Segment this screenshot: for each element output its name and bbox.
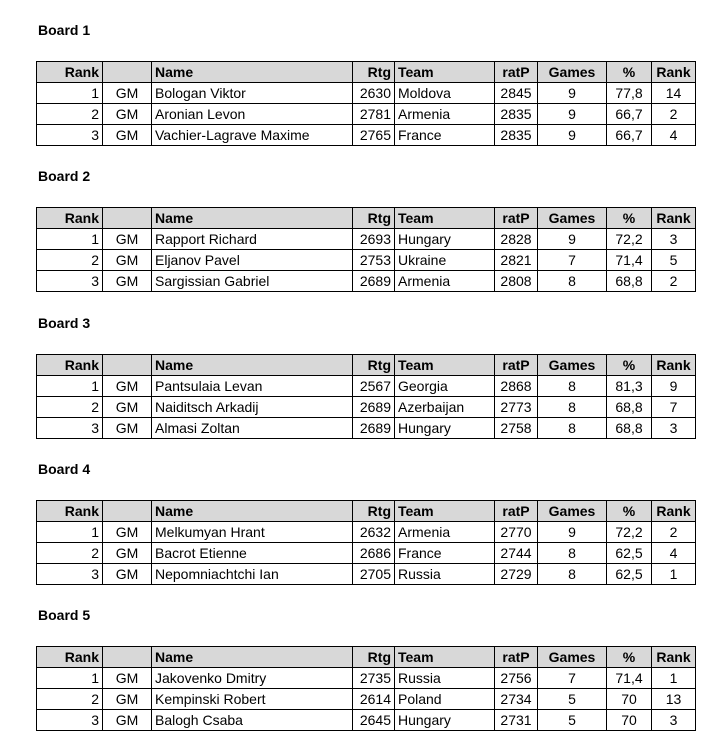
- column-header: Rank: [37, 208, 103, 229]
- column-header: [103, 355, 152, 376]
- column-header: ratP: [495, 355, 538, 376]
- ratp-cell: 2828: [495, 229, 538, 250]
- table-row: [37, 104, 696, 125]
- percent-cell: 66,7: [607, 104, 652, 125]
- title-cell: GM: [103, 710, 152, 731]
- rank-cell: 2: [37, 250, 103, 271]
- rating-cell: 2567: [353, 376, 395, 397]
- table-row: [37, 83, 696, 104]
- rating-cell: 2705: [353, 564, 395, 585]
- rating-cell: 2689: [353, 397, 395, 418]
- column-header: Rtg: [353, 501, 395, 522]
- percent-cell: 71,4: [607, 668, 652, 689]
- team-cell: Moldova: [395, 83, 495, 104]
- column-header: Team: [395, 355, 495, 376]
- percent-cell: 70: [607, 710, 652, 731]
- percent-cell: 62,5: [607, 564, 652, 585]
- table-row: [37, 668, 696, 689]
- games-cell: 9: [538, 229, 607, 250]
- column-header: Rtg: [353, 647, 395, 668]
- rating-cell: 2686: [353, 543, 395, 564]
- rating-cell: 2689: [353, 271, 395, 292]
- column-header: %: [607, 62, 652, 83]
- name-cell: Vachier-Lagrave Maxime: [152, 125, 353, 146]
- title-cell: GM: [103, 125, 152, 146]
- table-header-row: [37, 62, 696, 83]
- column-header: Rank: [652, 355, 696, 376]
- team-cell: Azerbaijan: [395, 397, 495, 418]
- percent-cell: 72,2: [607, 229, 652, 250]
- title-cell: GM: [103, 689, 152, 710]
- rank-cell: 3: [37, 418, 103, 439]
- name-cell: Rapport Richard: [152, 229, 353, 250]
- column-header: ratP: [495, 208, 538, 229]
- team-cell: France: [395, 125, 495, 146]
- place-cell: 5: [652, 250, 696, 271]
- column-header: Team: [395, 501, 495, 522]
- column-header: %: [607, 501, 652, 522]
- name-cell: Bacrot Etienne: [152, 543, 353, 564]
- team-cell: Armenia: [395, 104, 495, 125]
- rank-cell: 2: [37, 689, 103, 710]
- place-cell: 14: [652, 83, 696, 104]
- team-cell: Russia: [395, 668, 495, 689]
- title-cell: GM: [103, 229, 152, 250]
- place-cell: 4: [652, 543, 696, 564]
- place-cell: 3: [652, 229, 696, 250]
- column-header: ratP: [495, 501, 538, 522]
- games-cell: 9: [538, 125, 607, 146]
- name-cell: Melkumyan Hrant: [152, 522, 353, 543]
- ratp-cell: 2770: [495, 522, 538, 543]
- team-cell: Hungary: [395, 710, 495, 731]
- percent-cell: 77,8: [607, 83, 652, 104]
- column-header: Rank: [652, 62, 696, 83]
- ratp-cell: 2835: [495, 125, 538, 146]
- table-row: [37, 564, 696, 585]
- rank-cell: 3: [37, 125, 103, 146]
- ratp-cell: 2808: [495, 271, 538, 292]
- rank-cell: 3: [37, 710, 103, 731]
- column-header: [103, 501, 152, 522]
- column-header: Name: [152, 62, 353, 83]
- column-header: Rank: [37, 62, 103, 83]
- title-cell: GM: [103, 668, 152, 689]
- ratp-cell: 2729: [495, 564, 538, 585]
- table-row: [37, 418, 696, 439]
- place-cell: 2: [652, 522, 696, 543]
- title-cell: GM: [103, 543, 152, 564]
- column-header: Rtg: [353, 355, 395, 376]
- name-cell: Kempinski Robert: [152, 689, 353, 710]
- place-cell: 3: [652, 710, 696, 731]
- games-cell: 8: [538, 543, 607, 564]
- table-row: [37, 229, 696, 250]
- column-header: Rtg: [353, 62, 395, 83]
- column-header: ratP: [495, 62, 538, 83]
- team-cell: Ukraine: [395, 250, 495, 271]
- place-cell: 3: [652, 418, 696, 439]
- board-table: [36, 500, 696, 585]
- table-row: [37, 376, 696, 397]
- team-cell: Poland: [395, 689, 495, 710]
- title-cell: GM: [103, 564, 152, 585]
- rating-cell: 2614: [353, 689, 395, 710]
- column-header: ratP: [495, 647, 538, 668]
- rating-cell: 2781: [353, 104, 395, 125]
- column-header: Rank: [652, 501, 696, 522]
- rank-cell: 2: [37, 397, 103, 418]
- table-row: [37, 522, 696, 543]
- name-cell: Balogh Csaba: [152, 710, 353, 731]
- place-cell: 2: [652, 104, 696, 125]
- column-header: Rank: [37, 501, 103, 522]
- ratp-cell: 2734: [495, 689, 538, 710]
- column-header: Rank: [652, 208, 696, 229]
- rank-cell: 2: [37, 543, 103, 564]
- column-header: Rank: [652, 647, 696, 668]
- name-cell: Naiditsch Arkadij: [152, 397, 353, 418]
- column-header: Rank: [37, 647, 103, 668]
- column-header: Name: [152, 208, 353, 229]
- column-header: Games: [538, 62, 607, 83]
- table-row: [37, 543, 696, 564]
- title-cell: GM: [103, 250, 152, 271]
- rating-cell: 2632: [353, 522, 395, 543]
- ratp-cell: 2835: [495, 104, 538, 125]
- board-title: Board 2: [38, 168, 91, 184]
- rating-cell: 2765: [353, 125, 395, 146]
- name-cell: Jakovenko Dmitry: [152, 668, 353, 689]
- games-cell: 7: [538, 668, 607, 689]
- games-cell: 8: [538, 376, 607, 397]
- ratp-cell: 2773: [495, 397, 538, 418]
- board-table: [36, 207, 696, 292]
- percent-cell: 68,8: [607, 397, 652, 418]
- rating-cell: 2735: [353, 668, 395, 689]
- percent-cell: 68,8: [607, 271, 652, 292]
- games-cell: 7: [538, 250, 607, 271]
- name-cell: Bologan Viktor: [152, 83, 353, 104]
- name-cell: Pantsulaia Levan: [152, 376, 353, 397]
- column-header: [103, 647, 152, 668]
- team-cell: Armenia: [395, 522, 495, 543]
- title-cell: GM: [103, 104, 152, 125]
- column-header: Team: [395, 208, 495, 229]
- board-table: [36, 646, 696, 731]
- team-cell: Hungary: [395, 229, 495, 250]
- column-header: %: [607, 208, 652, 229]
- percent-cell: 62,5: [607, 543, 652, 564]
- percent-cell: 81,3: [607, 376, 652, 397]
- rating-cell: 2645: [353, 710, 395, 731]
- board-table: [36, 61, 696, 146]
- games-cell: 9: [538, 104, 607, 125]
- title-cell: GM: [103, 418, 152, 439]
- rating-cell: 2689: [353, 418, 395, 439]
- team-cell: Hungary: [395, 418, 495, 439]
- percent-cell: 71,4: [607, 250, 652, 271]
- title-cell: GM: [103, 397, 152, 418]
- column-header: [103, 62, 152, 83]
- games-cell: 9: [538, 83, 607, 104]
- column-header: Games: [538, 355, 607, 376]
- title-cell: GM: [103, 522, 152, 543]
- column-header: Games: [538, 647, 607, 668]
- table-row: [37, 689, 696, 710]
- team-cell: Russia: [395, 564, 495, 585]
- title-cell: GM: [103, 376, 152, 397]
- team-cell: Georgia: [395, 376, 495, 397]
- ratp-cell: 2845: [495, 83, 538, 104]
- table-header-row: [37, 208, 696, 229]
- column-header: Name: [152, 501, 353, 522]
- rank-cell: 1: [37, 229, 103, 250]
- name-cell: Nepomniachtchi Ian: [152, 564, 353, 585]
- ratp-cell: 2821: [495, 250, 538, 271]
- team-cell: Armenia: [395, 271, 495, 292]
- table-row: [37, 125, 696, 146]
- games-cell: 8: [538, 397, 607, 418]
- place-cell: 1: [652, 564, 696, 585]
- rank-cell: 1: [37, 522, 103, 543]
- percent-cell: 70: [607, 689, 652, 710]
- games-cell: 8: [538, 271, 607, 292]
- column-header: Name: [152, 355, 353, 376]
- percent-cell: 72,2: [607, 522, 652, 543]
- place-cell: 2: [652, 271, 696, 292]
- table-header-row: [37, 501, 696, 522]
- table-row: [37, 397, 696, 418]
- table-header-row: [37, 355, 696, 376]
- column-header: Name: [152, 647, 353, 668]
- column-header: [103, 208, 152, 229]
- column-header: Rank: [37, 355, 103, 376]
- place-cell: 13: [652, 689, 696, 710]
- percent-cell: 66,7: [607, 125, 652, 146]
- rank-cell: 1: [37, 376, 103, 397]
- games-cell: 5: [538, 710, 607, 731]
- games-cell: 8: [538, 564, 607, 585]
- games-cell: 8: [538, 418, 607, 439]
- table-row: [37, 250, 696, 271]
- rank-cell: 1: [37, 668, 103, 689]
- rating-cell: 2753: [353, 250, 395, 271]
- name-cell: Aronian Levon: [152, 104, 353, 125]
- title-cell: GM: [103, 83, 152, 104]
- name-cell: Sargissian Gabriel: [152, 271, 353, 292]
- board-table: [36, 354, 696, 439]
- place-cell: 1: [652, 668, 696, 689]
- rating-cell: 2630: [353, 83, 395, 104]
- column-header: %: [607, 355, 652, 376]
- team-cell: France: [395, 543, 495, 564]
- column-header: Games: [538, 208, 607, 229]
- percent-cell: 68,8: [607, 418, 652, 439]
- board-title: Board 5: [38, 607, 91, 623]
- name-cell: Almasi Zoltan: [152, 418, 353, 439]
- column-header: Team: [395, 647, 495, 668]
- board-title: Board 1: [38, 22, 91, 38]
- place-cell: 9: [652, 376, 696, 397]
- table-row: [37, 271, 696, 292]
- column-header: %: [607, 647, 652, 668]
- ratp-cell: 2756: [495, 668, 538, 689]
- place-cell: 7: [652, 397, 696, 418]
- column-header: Team: [395, 62, 495, 83]
- table-row: [37, 710, 696, 731]
- title-cell: GM: [103, 271, 152, 292]
- ratp-cell: 2758: [495, 418, 538, 439]
- rank-cell: 3: [37, 564, 103, 585]
- games-cell: 5: [538, 689, 607, 710]
- column-header: Games: [538, 501, 607, 522]
- rating-cell: 2693: [353, 229, 395, 250]
- board-title: Board 4: [38, 461, 91, 477]
- rank-cell: 1: [37, 83, 103, 104]
- column-header: Rtg: [353, 208, 395, 229]
- board-title: Board 3: [38, 315, 91, 331]
- games-cell: 9: [538, 522, 607, 543]
- rank-cell: 2: [37, 104, 103, 125]
- ratp-cell: 2744: [495, 543, 538, 564]
- place-cell: 4: [652, 125, 696, 146]
- name-cell: Eljanov Pavel: [152, 250, 353, 271]
- table-header-row: [37, 647, 696, 668]
- ratp-cell: 2731: [495, 710, 538, 731]
- rank-cell: 3: [37, 271, 103, 292]
- ratp-cell: 2868: [495, 376, 538, 397]
